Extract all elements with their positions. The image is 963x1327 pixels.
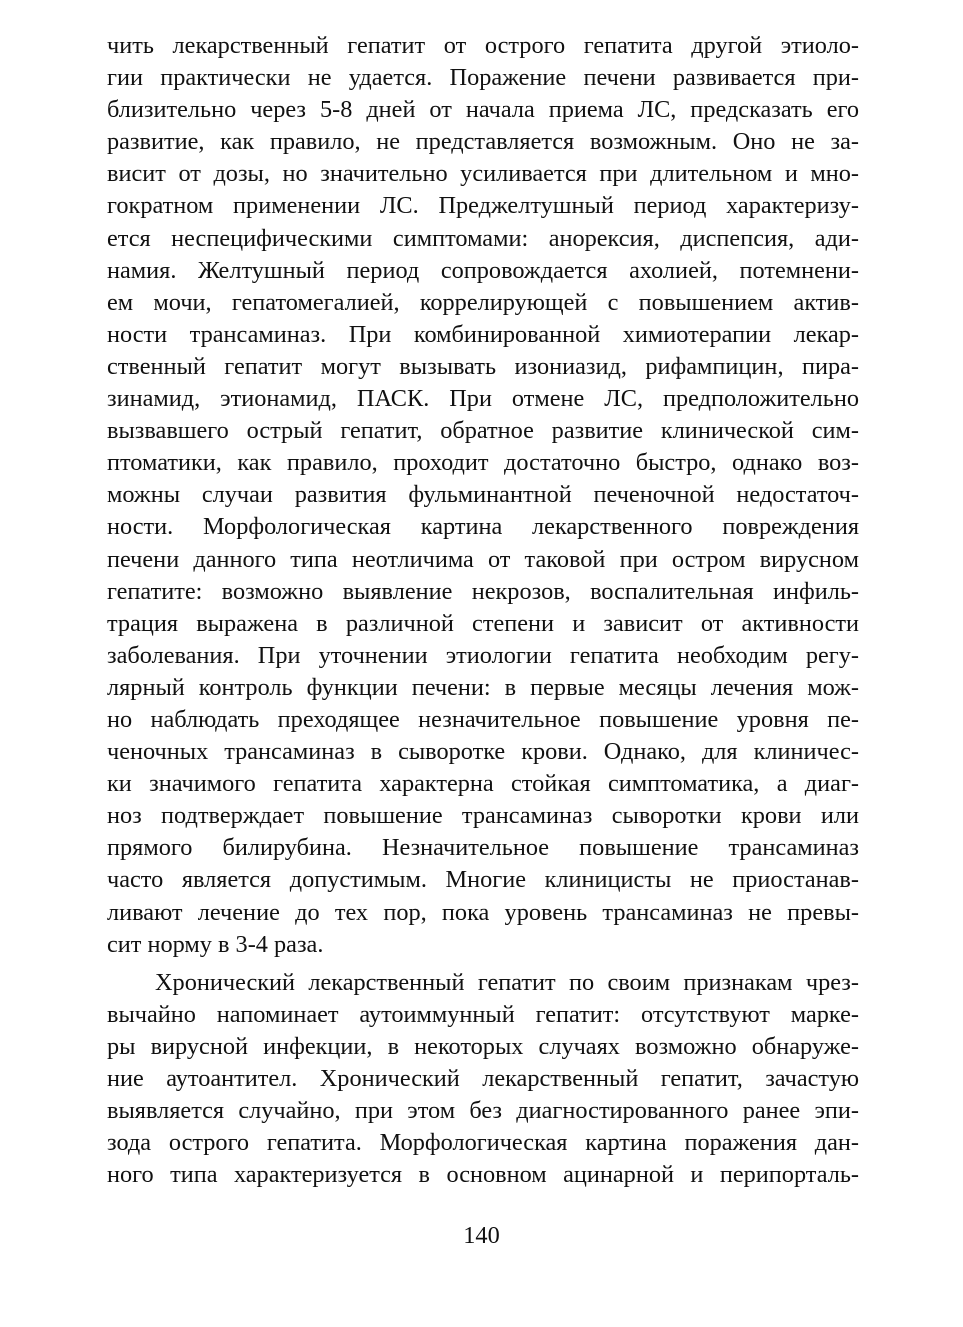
text-line: гии практически не удается. Поражение печени развивается при- [107, 64, 859, 92]
text-line: гократном применении ЛС. Преджелтушный период характеризу- [107, 192, 859, 220]
text-line: птоматики, как правило, проходит достаточно быстро, однако воз- [107, 449, 859, 477]
text-line: можны случаи развития фульминантной печеночной недостаточ- [107, 481, 859, 509]
text-line: часто является допустимым. Многие клиницисты не приостанав- [107, 866, 859, 894]
page-number: 140 [463, 1222, 500, 1249]
text-line: трация выражена в различной степени и зависит от активности [107, 609, 859, 637]
text-line: заболевания. При уточнении этиологии гепатита необходим регу- [107, 641, 859, 669]
text-line: вычайно напоминает аутоиммунный гепатит: отсутствуют марке- [107, 1000, 859, 1028]
text-line: ченочных трансаминаз в сыворотке крови. Однако, для клиничес- [107, 738, 859, 766]
text-line: ственный гепатит могут вызывать изониазид, рифампицин, пира- [107, 352, 859, 380]
text-line: выявляется случайно, при этом без диагностированного ранее эпи- [107, 1097, 859, 1125]
text-line: гепатите: возможно выявление некрозов, воспалительная инфиль- [107, 577, 859, 605]
text-line: развитие, как правило, не представляется возможным. Оно не за- [107, 128, 859, 156]
text-line: чить лекарственный гепатит от острого гепатита другой этиоло- [107, 32, 859, 59]
text-line: близительно через 5-8 дней от начала приема ЛС, предсказать его [107, 96, 859, 124]
text-line: ности. Морфологическая картина лекарственного повреждения [107, 513, 859, 541]
text-line: ности трансаминаз. При комбинированной химиотерапии лекар- [107, 320, 859, 348]
text-line: зода острого гепатита. Морфологическая картина поражения дан- [107, 1129, 859, 1157]
page-body [107, 30, 859, 1191]
text-line: но наблюдать преходящее незначительное повышение уровня пе- [107, 705, 859, 733]
text-line: печени данного типа неотличима от таковой при остром вирусном [107, 545, 859, 573]
paragraph [107, 30, 859, 961]
text-line: лярный контроль функции печени: в первые месяцы лечения мож- [107, 673, 859, 701]
text-line: зинамид, этионамид, ПАСК. При отмене ЛС, предположительно [107, 385, 859, 413]
text-line: прямого билирубина. Незначительное повышение трансаминаз [107, 834, 859, 862]
text-line: сит норму в 3-4 раза. [107, 930, 324, 958]
paragraph [107, 967, 859, 1192]
text-line: ры вирусной инфекции, в некоторых случаях возможно обнаруже- [107, 1032, 859, 1060]
text-line: вызвавшего острый гепатит, обратное развитие клинической сим- [107, 417, 859, 445]
text-line: ки значимого гепатита характерна стойкая симптоматика, а диаг- [107, 770, 859, 798]
text-line: ем мочи, гепатомегалией, коррелирующей с повышением актив- [107, 288, 859, 316]
text-line: ние аутоантител. Хронический лекарственный гепатит, зачастую [107, 1065, 859, 1092]
text-line: ного типа характеризуется в основном ацинарной и перипорталь- [107, 1161, 859, 1189]
text-line: намия. Желтушный период сопровождается ахолией, потемнени- [107, 256, 859, 284]
text-line: Хронический лекарственный гепатит по своим признакам чрез- [155, 968, 859, 996]
text-line: ноз подтверждает повышение трансаминаз сыворотки крови или [107, 802, 859, 830]
text-line: висит от дозы, но значительно усиливается при длительном и мно- [107, 160, 859, 188]
text-line: ется неспецифическими симптомами: анорексия, диспепсия, ади- [107, 224, 859, 252]
text-line: ливают лечение до тех пор, пока уровень трансаминаз не превы- [107, 898, 859, 926]
